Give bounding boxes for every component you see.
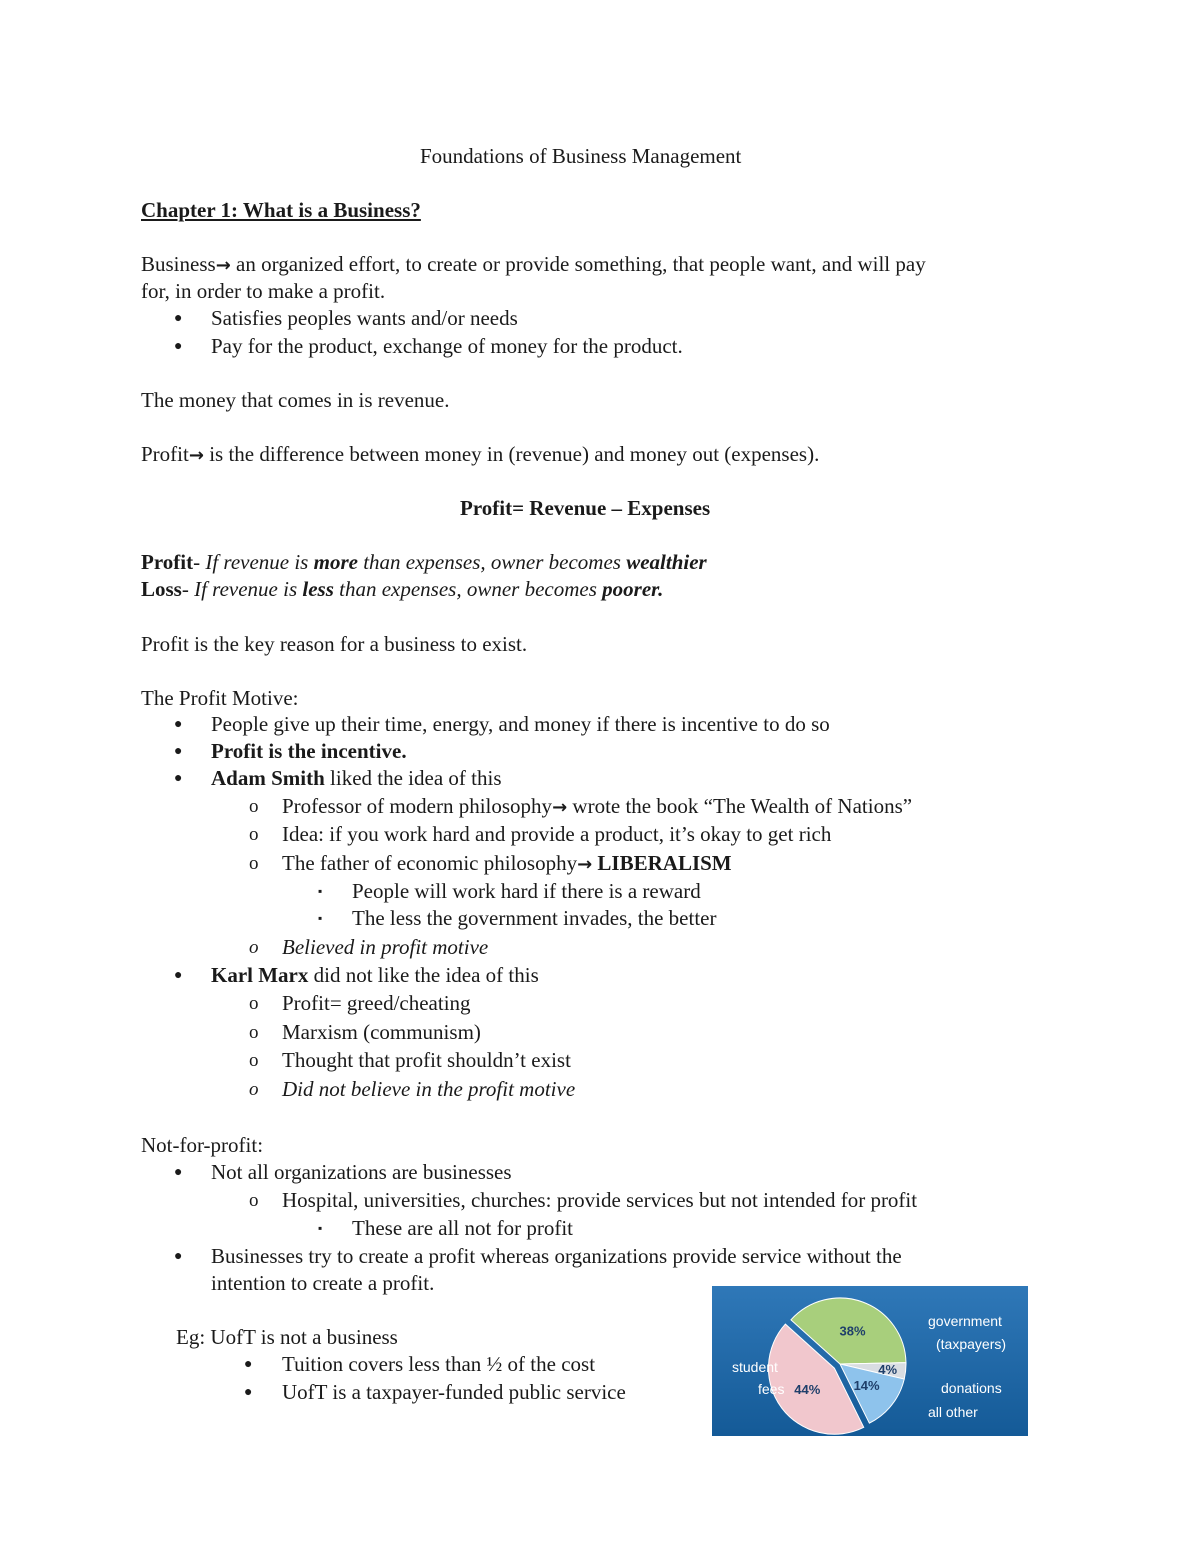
nfp-heading: Not-for-profit: [141, 1133, 264, 1157]
legend-label-student: student [732, 1359, 778, 1375]
list-item: People give up their time, energy, and money if there is incentive to do so [211, 712, 830, 736]
bullet-icon: ● [244, 1385, 253, 1400]
list-item: Professor of modern philosophy→ wrote the book “The Wealth of Nations” [282, 794, 913, 818]
key-reason: Profit is the key reason for a business to exist. [141, 632, 528, 656]
arrow-icon: → [552, 797, 568, 818]
funding-pie-chart [712, 1286, 1028, 1436]
list-item: Not all organizations are businesses [211, 1160, 512, 1184]
list-item: Karl Marx did not like the idea of this [211, 963, 539, 987]
pie-value-label: 14% [853, 1378, 880, 1394]
motive-heading: The Profit Motive: [141, 686, 299, 710]
document-title: Foundations of Business Management [420, 144, 742, 168]
profit-formula: Profit= Revenue – Expenses [460, 496, 711, 520]
square-bullet-icon: ▪ [318, 911, 323, 925]
legend-label-taxpayers: (taxpayers) [936, 1336, 1007, 1352]
example-heading: Eg: UofT is not a business [176, 1325, 398, 1349]
bullet-icon: ● [244, 1357, 253, 1372]
arrow-icon: → [215, 255, 231, 276]
list-item: Marxism (communism) [282, 1020, 481, 1044]
circle-bullet-icon: o [249, 1022, 259, 1043]
arrow-icon: → [577, 854, 593, 875]
circle-bullet-icon: o [249, 796, 259, 817]
pie-value-label: 38% [839, 1323, 866, 1339]
square-bullet-icon: ▪ [318, 1221, 323, 1235]
list-item: Profit is the incentive. [211, 739, 407, 763]
list-item: Pay for the product, exchange of money for the product. [211, 334, 683, 358]
list-item: Did not believe in the profit motive [282, 1077, 576, 1101]
circle-bullet-icon: o [249, 824, 259, 845]
chapter-heading: Chapter 1: What is a Business? [141, 198, 421, 222]
business-definition-cont: for, in order to make a profit. [141, 279, 386, 303]
circle-bullet-icon: o [249, 1079, 259, 1100]
bullet-icon: ● [174, 339, 183, 354]
list-item: Profit= greed/cheating [282, 991, 471, 1015]
list-item: Businesses try to create a profit whereas organizations provide service without the [211, 1244, 902, 1268]
list-item: The father of economic philosophy→ LIBERALISM [282, 851, 732, 875]
bullet-icon: ● [174, 311, 183, 326]
pie-value-label: 4% [878, 1362, 898, 1377]
list-item: UofT is a taxpayer-funded public service [282, 1380, 626, 1404]
circle-bullet-icon: o [249, 1190, 259, 1211]
bullet-icon: ● [174, 968, 183, 983]
list-item: Thought that profit shouldn’t exist [282, 1048, 571, 1072]
circle-bullet-icon: o [249, 937, 259, 958]
list-item: Satisfies peoples wants and/or needs [211, 306, 518, 330]
list-item: People will work hard if there is a reward [352, 879, 701, 903]
list-item: These are all not for profit [352, 1216, 573, 1240]
legend-label-government: government [928, 1313, 1002, 1329]
legend-label-fees: fees [758, 1381, 785, 1397]
bullet-icon: ● [174, 771, 183, 786]
list-item: Tuition covers less than ½ of the cost [282, 1352, 596, 1376]
square-bullet-icon: ▪ [318, 884, 323, 898]
list-item: Hospital, universities, churches: provide services but not intended for profit [282, 1188, 918, 1212]
business-definition: Business→ an organized effort, to create or provide something, that people want, and will pay [141, 252, 926, 276]
profit-line: Profit- If revenue is more than expenses, owner becomes wealthier [141, 550, 707, 574]
loss-line: Loss- If revenue is less than expenses, owner becomes poorer. [141, 577, 664, 601]
bullet-icon: ● [174, 1165, 183, 1180]
circle-bullet-icon: o [249, 1050, 259, 1071]
legend-label-all-other: all other [928, 1404, 978, 1420]
bullet-icon: ● [174, 717, 183, 732]
list-item-cont: intention to create a profit. [211, 1271, 435, 1295]
list-item: The less the government invades, the better [352, 906, 717, 930]
circle-bullet-icon: o [249, 993, 259, 1014]
arrow-icon: → [188, 445, 204, 466]
list-item: Idea: if you work hard and provide a product, it’s okay to get rich [282, 822, 832, 846]
list-item: Adam Smith liked the idea of this [211, 766, 502, 790]
pie-value-label: 44% [794, 1381, 821, 1397]
revenue-line: The money that comes in is revenue. [141, 388, 450, 412]
legend-label-donations: donations [941, 1380, 1002, 1396]
bullet-icon: ● [174, 1249, 183, 1264]
profit-definition: Profit→ is the difference between money in (revenue) and money out (expenses). [141, 442, 820, 466]
list-item: Believed in profit motive [282, 935, 489, 959]
bullet-icon: ● [174, 744, 183, 759]
circle-bullet-icon: o [249, 853, 259, 874]
